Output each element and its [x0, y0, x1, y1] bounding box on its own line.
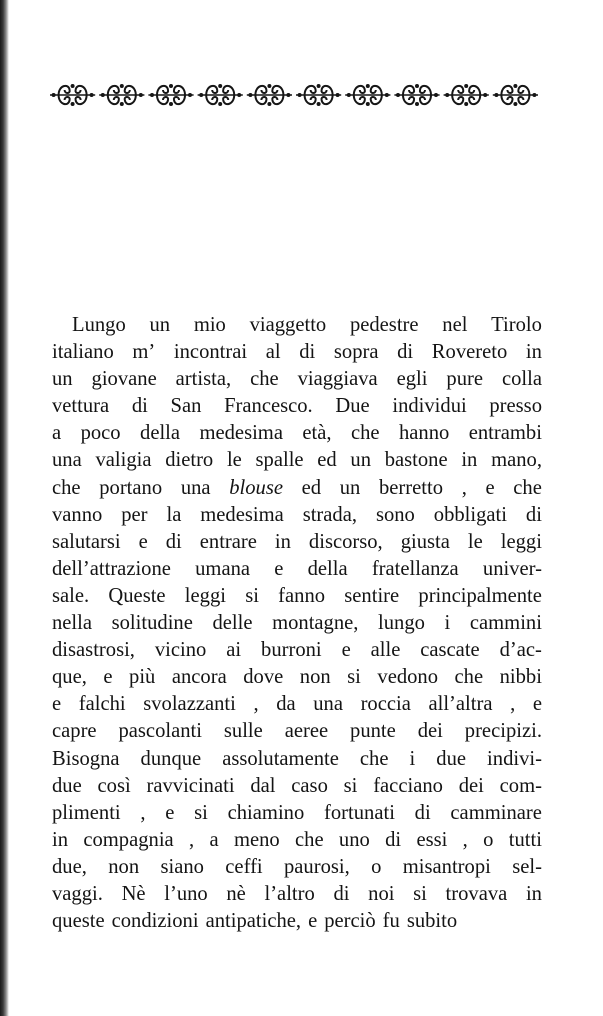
text-word: que, — [52, 666, 87, 689]
text-word: roccia — [360, 693, 411, 716]
text-word: e — [485, 476, 495, 499]
text-word: di — [525, 503, 542, 526]
text-word: l’altro — [264, 882, 315, 905]
text-word: cascate — [420, 639, 480, 662]
text-word: falchi — [78, 693, 126, 716]
text-word: le — [226, 449, 242, 472]
text-word: che — [454, 666, 484, 689]
text-word: ed — [301, 476, 322, 499]
text-line — [52, 908, 542, 935]
text-word: , — [189, 828, 195, 851]
text-word: ancora — [171, 666, 227, 689]
text-word: solitudine — [111, 612, 193, 635]
text-word: a — [52, 422, 62, 445]
text-word: berretto — [378, 476, 444, 499]
text-word: spalle — [255, 449, 304, 472]
text-word: sono — [375, 503, 415, 526]
text-word: caso — [291, 774, 328, 797]
text-word: fu — [382, 910, 400, 933]
text-word: ai — [226, 639, 242, 662]
text-word: italiano — [52, 341, 114, 364]
text-word: compagnia — [83, 828, 174, 851]
text-line — [52, 773, 542, 800]
text-word: nella — [52, 612, 93, 635]
text-word: in — [461, 449, 478, 472]
ornament-motif — [99, 84, 144, 106]
text-word: le — [467, 530, 483, 553]
text-word: queste — [52, 910, 105, 933]
text-word: , — [462, 828, 468, 851]
text-word: umana — [195, 557, 251, 580]
text-word: i — [444, 612, 451, 635]
text-line — [52, 447, 542, 474]
text-word: fanno — [278, 584, 326, 607]
text-word: più — [129, 666, 156, 689]
text-word: viaggetto — [249, 314, 327, 336]
text-line — [52, 420, 542, 447]
text-word: fortunati — [324, 801, 395, 824]
text-word: assolutamente — [222, 747, 339, 770]
text-word: , — [253, 693, 259, 716]
text-word: i — [409, 747, 416, 770]
text-word: di — [299, 341, 316, 364]
text-word: due, — [52, 855, 87, 878]
text-word: in — [525, 882, 542, 905]
text-word: in — [274, 530, 291, 553]
text-word: poco — [80, 422, 121, 445]
text-word: siano — [160, 855, 204, 878]
text-line — [52, 854, 542, 881]
text-word: della — [140, 422, 181, 445]
text-word: discorso, — [308, 530, 383, 553]
text-word: della — [307, 557, 348, 580]
text-word: due — [52, 774, 82, 797]
text-word: m’ — [132, 341, 156, 364]
text-word: , — [461, 476, 467, 499]
text-word: valigia — [95, 449, 152, 472]
text-word: un — [350, 449, 371, 472]
text-word: vettura — [52, 395, 110, 418]
text-word: si — [245, 584, 259, 607]
text-word: pedestre — [349, 314, 419, 336]
text-word: uno — [338, 828, 370, 851]
text-word: presso — [489, 395, 542, 418]
text-word: leggi — [184, 584, 226, 607]
text-line — [52, 800, 542, 827]
text-word: che — [359, 747, 389, 770]
text-word: all’altra — [428, 693, 493, 716]
text-line — [52, 691, 542, 718]
text-word: di — [131, 395, 148, 418]
text-word: di — [397, 341, 414, 364]
text-word: e — [341, 639, 351, 662]
text-word: e — [103, 666, 113, 689]
text-word: sopra — [333, 341, 379, 364]
text-word: sel- — [512, 855, 542, 878]
text-word: di — [165, 530, 182, 553]
text-word: camminare — [450, 801, 542, 824]
text-word: di — [385, 828, 402, 851]
body-paragraph — [52, 312, 542, 935]
text-word: d’ac- — [499, 639, 542, 662]
text-word: egli — [396, 368, 428, 391]
text-word: in — [525, 341, 542, 364]
text-line — [52, 827, 542, 854]
text-word: dei — [417, 720, 443, 743]
text-word: non — [299, 666, 331, 689]
text-word: entrambi — [468, 422, 542, 445]
text-word: due — [436, 747, 467, 770]
text-word: al — [265, 341, 281, 364]
text-word: bastone — [384, 449, 448, 472]
text-word: si — [347, 666, 361, 689]
text-word: punte — [350, 720, 396, 743]
text-line — [52, 339, 542, 366]
text-word: un — [339, 476, 361, 499]
text-line — [52, 502, 542, 529]
text-word: trovava — [445, 882, 508, 905]
ornament-motif — [50, 84, 95, 106]
text-word: obbligati — [433, 503, 507, 526]
text-word: antipatiche, — [205, 910, 302, 933]
text-word: o — [483, 828, 494, 851]
text-word: fratellanza — [371, 557, 459, 580]
text-word: mano, — [491, 449, 542, 472]
text-word: nel — [442, 314, 468, 336]
text-word: che — [250, 368, 279, 391]
text-word: dal — [250, 774, 276, 797]
text-word: entrare — [199, 530, 257, 553]
text-word: individui — [392, 395, 467, 418]
text-word: medesima — [200, 503, 284, 526]
text-word: burroni — [261, 639, 322, 662]
text-word: che — [295, 828, 324, 851]
text-word: hanno — [398, 422, 450, 445]
text-word: univer- — [482, 557, 542, 580]
text-word: incontrai — [173, 341, 248, 364]
ornament-motif — [345, 84, 390, 106]
text-word: dei — [458, 774, 484, 797]
text-word: perciò — [324, 910, 376, 933]
text-word: nibbi — [499, 666, 542, 689]
text-word: pascolanti — [118, 720, 202, 743]
text-word: blouse — [229, 476, 283, 499]
text-word: , — [140, 801, 146, 824]
text-word: l’uno — [164, 882, 208, 905]
text-word: si — [194, 801, 208, 824]
text-word: che — [52, 476, 81, 499]
text-word: giusta — [400, 530, 450, 553]
text-word: dell’attrazione — [52, 557, 171, 580]
text-word: delle — [212, 612, 253, 635]
text-word: condizioni — [111, 910, 199, 933]
text-word: plimenti — [52, 801, 121, 824]
text-word: Tirolo — [491, 314, 542, 336]
text-word: in — [52, 828, 69, 851]
decorative-ornament-border — [48, 78, 540, 112]
text-word: di — [414, 801, 431, 824]
text-word: sale. — [52, 584, 90, 607]
text-line — [52, 664, 542, 691]
text-word: Rovereto — [431, 341, 508, 364]
text-word: ed — [317, 449, 337, 472]
text-word: viaggiava — [297, 368, 378, 391]
text-word: Lungo — [72, 314, 126, 336]
text-word: medesima — [199, 422, 283, 445]
text-word: essi — [416, 828, 448, 851]
text-word: salutarsi — [52, 530, 121, 553]
text-word: ceffi — [225, 855, 263, 878]
text-word: artista, — [175, 368, 232, 391]
text-word: si — [343, 774, 358, 797]
text-word: misantropi — [402, 855, 491, 878]
text-word: sentire — [344, 584, 400, 607]
text-word: strada, — [302, 503, 358, 526]
text-word: , — [510, 693, 516, 716]
text-word: di — [333, 882, 350, 905]
text-word: portano — [99, 476, 163, 499]
text-word: Bisogna — [52, 747, 120, 770]
text-word: principalmente — [418, 584, 542, 607]
text-word: pure — [446, 368, 484, 391]
text-word: o — [371, 855, 382, 878]
text-word: una — [180, 476, 211, 499]
text-word: che — [350, 422, 380, 445]
text-word: dove — [243, 666, 284, 689]
text-word: lungo — [378, 612, 425, 635]
text-word: capre — [52, 720, 97, 743]
text-word: non — [108, 855, 140, 878]
text-word: noi — [368, 882, 395, 905]
text-word: da — [276, 693, 296, 716]
text-word: che — [513, 476, 542, 499]
page-binding-edge — [0, 0, 9, 1016]
text-word: facciano — [373, 774, 443, 797]
ornament-motif — [247, 84, 292, 106]
ornament-motif — [493, 84, 538, 106]
text-line — [52, 556, 542, 583]
text-word: alle — [370, 639, 401, 662]
text-word: nè — [226, 882, 246, 905]
text-line — [52, 529, 542, 556]
text-word: vedono — [377, 666, 439, 689]
text-word: Francesco. — [224, 395, 313, 418]
text-word: età, — [302, 422, 332, 445]
text-word: giovane — [91, 368, 157, 391]
text-word: ravvicinati — [146, 774, 235, 797]
text-word: Queste — [108, 584, 166, 607]
text-word: precipizi. — [464, 720, 542, 743]
text-word: disastrosi, — [52, 639, 135, 662]
ornament-motif — [198, 84, 243, 106]
text-word: cammini — [469, 612, 542, 635]
text-word: colla — [501, 368, 542, 391]
text-word: vicino — [154, 639, 207, 662]
ornament-motif — [296, 84, 341, 106]
text-word: un — [149, 314, 171, 336]
text-line — [52, 610, 542, 637]
text-word: meno — [233, 828, 280, 851]
text-word: San — [170, 395, 202, 418]
text-word: un — [52, 368, 73, 391]
text-word: mio — [193, 314, 226, 336]
text-word: e — [52, 693, 62, 716]
text-word: e — [532, 693, 542, 716]
text-word: vanno — [52, 503, 103, 526]
ornament-motif — [148, 84, 193, 106]
text-word: a — [209, 828, 219, 851]
text-word: si — [413, 882, 427, 905]
text-word: e — [308, 910, 318, 933]
text-line — [52, 746, 542, 773]
text-word: e — [165, 801, 175, 824]
text-line — [52, 312, 542, 339]
text-word: chiamino — [227, 801, 305, 824]
text-word: leggi — [500, 530, 542, 553]
text-word: tutti — [508, 828, 542, 851]
text-word: e — [274, 557, 284, 580]
text-line — [52, 475, 542, 502]
text-word: vaggi. — [52, 882, 103, 905]
text-word: per — [121, 503, 148, 526]
text-line — [52, 583, 542, 610]
text-word: Due — [335, 395, 370, 418]
text-line — [52, 366, 542, 393]
text-word: Nè — [121, 882, 146, 905]
ornament-motif — [394, 84, 439, 106]
text-word: la — [166, 503, 182, 526]
text-word: una — [52, 449, 82, 472]
ornament-motif — [444, 84, 489, 106]
text-word: una — [313, 693, 343, 716]
text-word: svolazzanti — [143, 693, 236, 716]
text-word: subito — [406, 910, 458, 933]
text-word: dietro — [165, 449, 214, 472]
text-line — [52, 393, 542, 420]
text-word: dunque — [140, 747, 202, 770]
text-word: aeree — [284, 720, 329, 743]
text-word: così — [97, 774, 131, 797]
text-word: com- — [499, 774, 542, 797]
text-word: e — [138, 530, 148, 553]
text-word: paurosi, — [284, 855, 350, 878]
text-word: sulle — [223, 720, 263, 743]
text-line — [52, 718, 542, 745]
text-word: indivi- — [487, 747, 542, 770]
text-line — [52, 881, 542, 908]
text-word: montagne, — [272, 612, 359, 635]
text-line — [52, 637, 542, 664]
